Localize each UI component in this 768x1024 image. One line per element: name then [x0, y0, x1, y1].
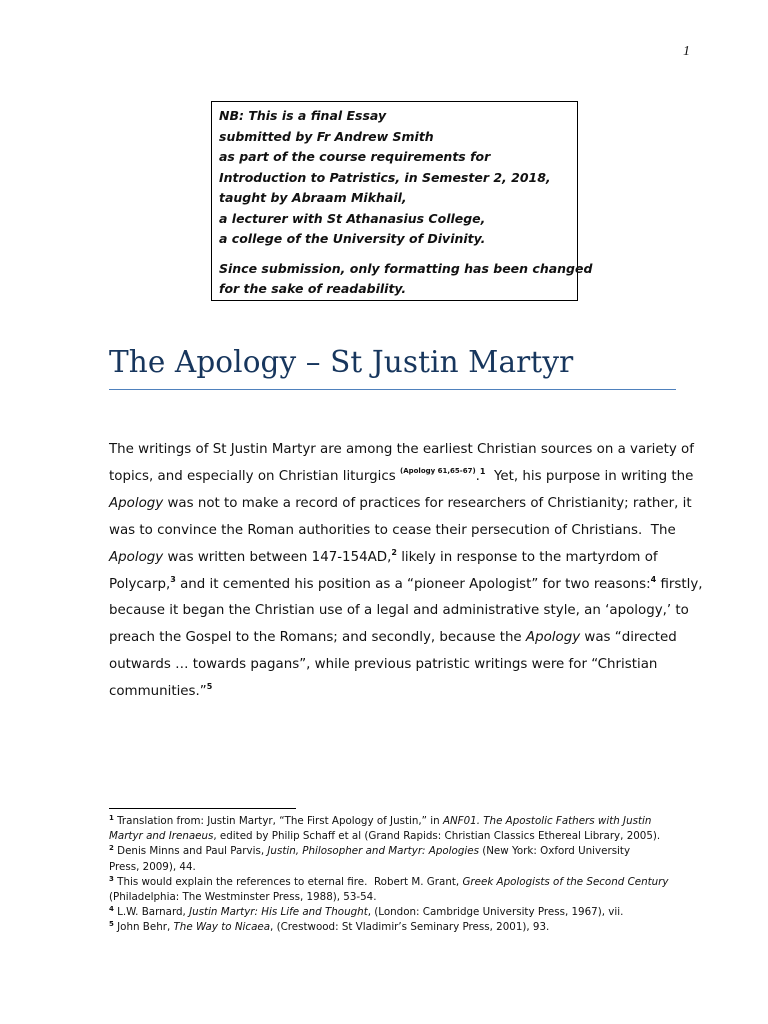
body-line: [109, 625, 689, 652]
submission-note-box: [211, 101, 593, 301]
body-line: [109, 491, 692, 518]
footnote-number: 5: [109, 920, 114, 929]
note-line: NB: This is a final Essay: [219, 108, 387, 123]
footnote-5: [109, 920, 689, 935]
footnote-separator: [109, 808, 296, 809]
body-text: was written between 147-154AD,: [163, 549, 392, 565]
title-underline: [109, 389, 676, 390]
essay-title: The Apology – St Justin Martyr: [109, 345, 574, 379]
footnote-number: 4: [109, 905, 114, 914]
footnote-text: , (London: Cambridge University Press, 1967), vii.: [367, 906, 624, 919]
page-number: 1: [683, 44, 690, 59]
footnote-text: , (Crestwood: St Vladimir’s Seminary Press, 2001), 93.: [270, 921, 550, 934]
footnote-number: 2: [109, 844, 114, 853]
body-text: was to convince the Roman authorities to cease their persecution of Christians. The: [109, 522, 676, 538]
footnote-italic: Greek Apologists of the Second Century: [462, 875, 669, 888]
italic-title: Apology: [525, 630, 581, 646]
note-line: taught by Abraam Mikhail,: [219, 190, 407, 205]
body-line: [109, 598, 689, 625]
footnote-2-cont: [109, 860, 689, 875]
footnote-text: Translation from: Justin Martyr, “The First Apology of Justin,” in: [113, 815, 443, 827]
footnote-italic: Martyr and Irenaeus: [109, 830, 214, 843]
footnote-number: 3: [109, 874, 114, 883]
body-line: [109, 679, 689, 706]
body-line: [109, 545, 689, 572]
body-line: [109, 652, 689, 679]
body-text: because it began the Christian use of a legal and administrative style, an ‘apology,’ to: [109, 603, 689, 619]
body-text: preach the Gospel to the Romans; and secondly, because the: [109, 630, 526, 646]
body-text: Yet, his purpose in writing the: [485, 468, 694, 484]
footnote-ref[interactable]: 4: [650, 574, 657, 584]
footnote-text: (New York: Oxford University: [478, 845, 631, 858]
footnote-italic: ANF01. The Apostolic Fathers with Justin: [442, 815, 652, 827]
body-text: firstly,: [656, 576, 703, 592]
body-text: and it cemented his position as a “pioneer Apologist” for two reasons:: [175, 576, 651, 592]
note-line: Introduction to Patristics, in Semester 2, 2018,: [219, 169, 551, 185]
footnotes: [109, 814, 689, 936]
italic-title: Apology: [109, 549, 164, 565]
footnote-ref[interactable]: 1: [479, 466, 486, 476]
footnote-1: [109, 814, 689, 829]
footnote-text: L.W. Barnard,: [113, 906, 190, 919]
footnote-ref[interactable]: 2: [391, 547, 397, 557]
note-line: a college of the University of Divinity.: [219, 231, 486, 246]
footnote-text: , edited by Philip Schaff et al (Grand Rapids: Christian Classics Ethereal Library, 2005).: [213, 830, 661, 843]
body-text: was “directed: [580, 630, 677, 646]
body-line: [109, 572, 703, 599]
footnote-2: [109, 844, 689, 859]
footnote-text: Denis Minns and Paul Parvis,: [113, 845, 268, 858]
formatting-note-line: Since submission, only formatting has been changed: [219, 260, 593, 276]
body-text: The writings of St Justin Martyr are among the earliest Christian sources on a variety of: [109, 442, 694, 457]
note-line: a lecturer with St Athanasius College,: [219, 210, 486, 226]
footnote-3: [109, 875, 689, 890]
formatting-note-line: for the sake of readability.: [219, 281, 407, 296]
footnote-4: [109, 905, 689, 920]
inline-citation: (Apology 61,65-67): [400, 466, 476, 475]
footnote-italic: Justin, Philosopher and Martyr: Apologies: [267, 845, 479, 858]
body-text: likely in response to the martyrdom of: [396, 549, 658, 565]
footnote-italic: Justin Martyr: His Life and Thought: [189, 906, 368, 919]
italic-title: Apology: [109, 495, 164, 511]
footnote-text: This would explain the references to eternal fire. Robert M. Grant,: [113, 875, 463, 888]
body-text: Polycarp,: [109, 576, 171, 592]
body-paragraph: [109, 437, 703, 706]
footnote-text: (Philadelphia: The Westminster Press, 1988), 53-54.: [109, 891, 377, 904]
footnote-ref[interactable]: 5: [206, 682, 213, 692]
body-text: communities.”: [109, 684, 207, 700]
footnote-1-cont: [109, 829, 689, 844]
footnote-3-cont: [109, 890, 689, 905]
body-line: [109, 437, 694, 464]
body-line: [109, 518, 689, 545]
footnote-italic: The Way to Nicaea: [173, 921, 271, 934]
body-text: .: [475, 468, 480, 484]
note-line: submitted by Fr Andrew Smith: [219, 128, 434, 144]
footnote-text: John Behr,: [113, 921, 174, 934]
body-text: was not to make a record of practices for researchers of Christianity; rather, it: [163, 495, 692, 511]
body-text: topics, and especially on Christian liturgics: [109, 468, 396, 484]
footnote-number: 1: [109, 814, 114, 822]
note-line: as part of the course requirements for: [219, 149, 491, 164]
note-spacer: [219, 250, 571, 259]
footnote-text: Press, 2009), 44.: [109, 860, 196, 873]
body-line: [109, 464, 694, 491]
footnote-ref[interactable]: 3: [170, 574, 176, 584]
body-text: outwards … towards pagans”, while previous patristic writings were for “Christian: [109, 657, 658, 673]
